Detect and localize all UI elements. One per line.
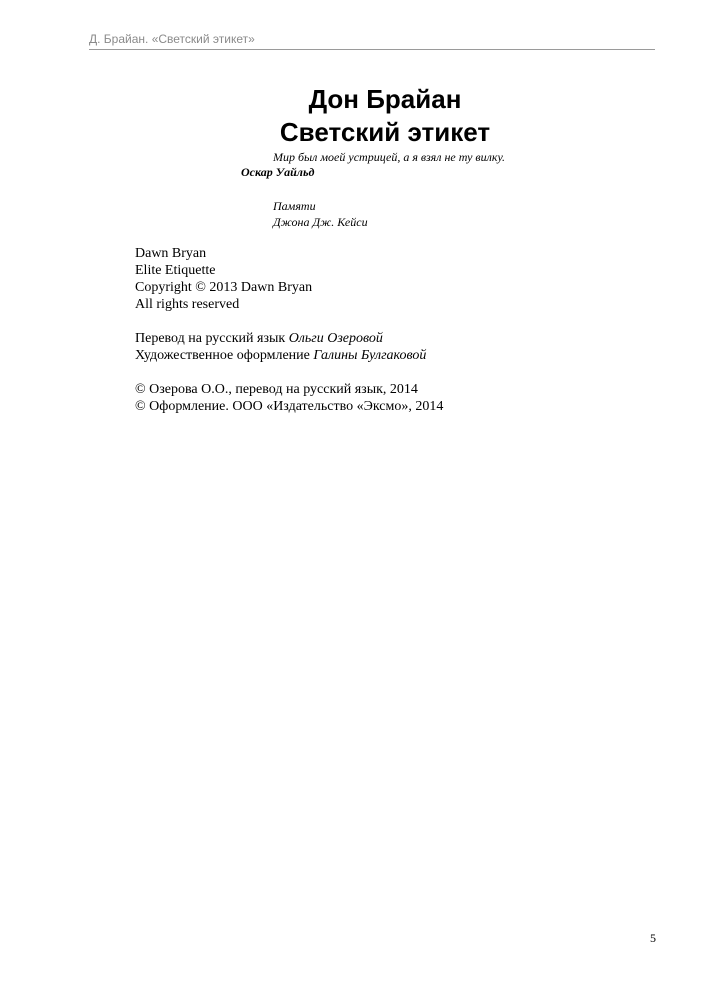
design-copyright: © Оформление. ООО «Издательство «Эксмо», 2014 xyxy=(135,399,444,414)
epigraph-author: Оскар Уайльд xyxy=(241,165,315,179)
dedication xyxy=(273,198,368,230)
book-title-block xyxy=(0,83,707,149)
design-credit xyxy=(135,347,443,364)
running-header-text: Д. Брайан. «Светский этикет» xyxy=(89,32,255,46)
translation-copyright: © Озерова О.О., перевод на русский язык, 2014 xyxy=(135,382,418,397)
credits-spacer xyxy=(135,313,443,330)
author-name: Дон Брайан xyxy=(308,84,462,114)
page-number: 5 xyxy=(650,931,656,945)
credits-spacer-2 xyxy=(135,364,443,381)
original-title: Elite Etiquette xyxy=(135,263,216,278)
epigraph-quote: Мир был моей устрицей, а я взял не ту вилку. xyxy=(273,150,506,164)
translation-credit xyxy=(135,330,443,347)
copyright-line: Copyright © 2013 Dawn Bryan xyxy=(135,280,313,295)
dedication-line-2: Джона Дж. Кейси xyxy=(273,215,368,229)
rights-line: All rights reserved xyxy=(135,297,240,312)
translation-label: Перевод на русский язык xyxy=(135,331,289,346)
design-label: Художественное оформление xyxy=(135,348,314,363)
translator-name: Ольги Озеровой xyxy=(288,331,383,346)
dedication-line-1: Памяти xyxy=(273,199,316,213)
book-title: Светский этикет xyxy=(279,117,491,147)
designer-name: Галины Булгаковой xyxy=(313,348,427,363)
copyright-credits xyxy=(135,245,443,415)
original-author: Dawn Bryan xyxy=(135,246,207,261)
running-header xyxy=(89,31,655,50)
